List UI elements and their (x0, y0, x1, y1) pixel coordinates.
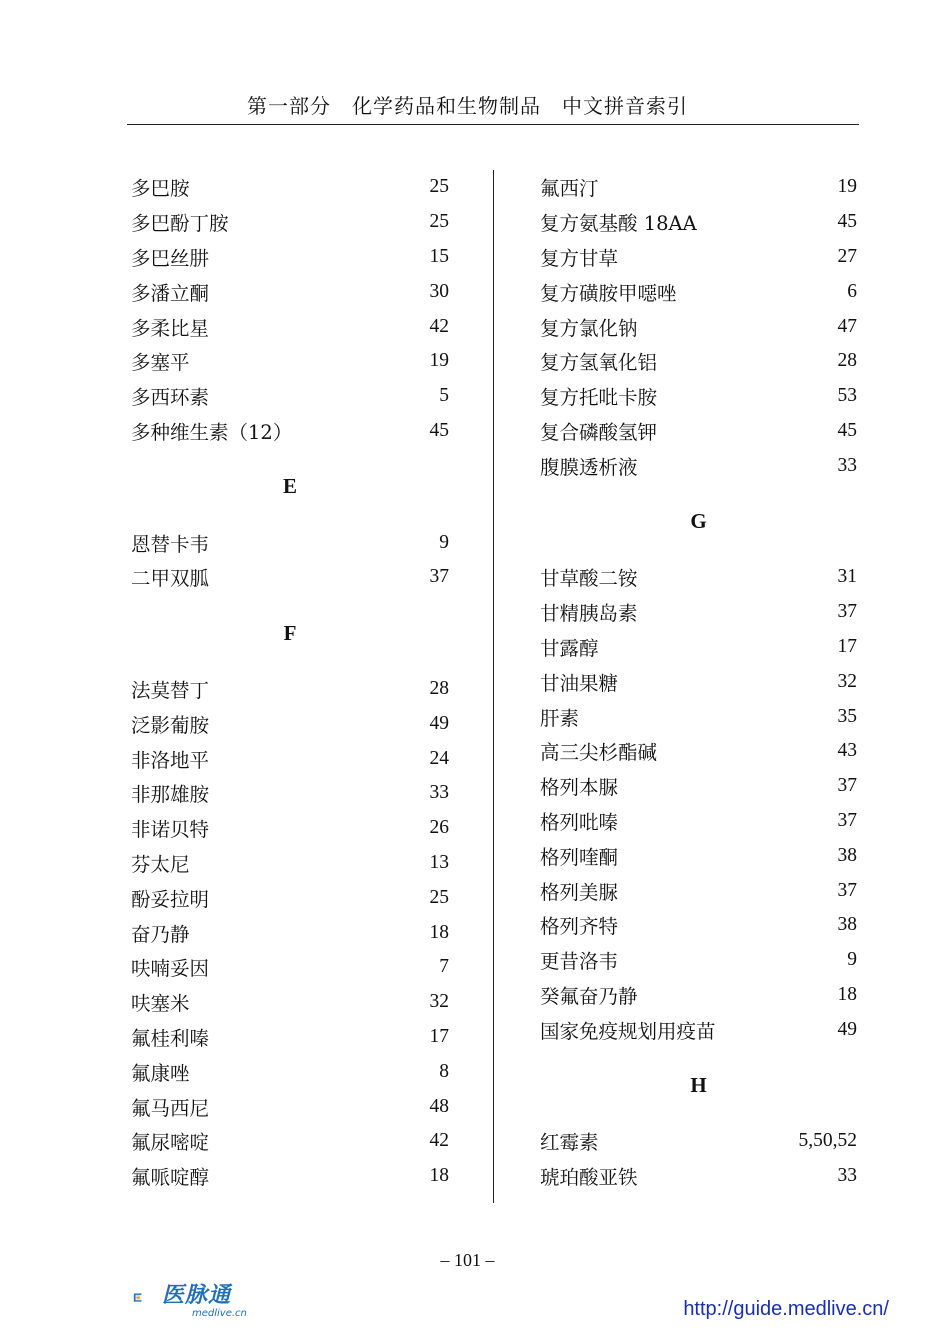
entry-term: 格列齐特 (540, 915, 619, 939)
entry-term: 多塞平 (131, 351, 190, 375)
entry-term: 高三尖杉酯碱 (540, 741, 658, 765)
entry-term: 多潘立酮 (131, 281, 210, 305)
entry-page: 17 (837, 635, 857, 657)
index-entry (540, 170, 857, 205)
entry-page: 19 (429, 350, 449, 372)
entry-term: 甘草酸二铵 (540, 567, 638, 591)
index-entry (540, 344, 857, 379)
entry-page: 37 (837, 601, 857, 623)
entry-page: 27 (837, 245, 857, 267)
entry-term: 氟西汀 (540, 177, 599, 201)
entry-term: 格列吡嗪 (540, 810, 619, 834)
entry-term: 恩替卡韦 (131, 532, 210, 556)
entry-term: 法莫替丁 (131, 678, 210, 702)
index-entry (540, 595, 857, 630)
entry-page: 18 (429, 1165, 449, 1187)
entry-term: 二甲双胍 (131, 567, 210, 591)
index-entry (131, 672, 449, 707)
index-entry (540, 804, 857, 839)
footer-url-link[interactable]: http://guide.medlive.cn/ (683, 1298, 889, 1320)
entry-page: 37 (837, 879, 857, 901)
entry-page: 32 (429, 991, 449, 1013)
entry-page: 8 (439, 1060, 449, 1082)
page-number: – 101 – (440, 1250, 495, 1270)
page-header: 第一部分 化学药品和生物制品 中文拼音索引 (247, 94, 688, 118)
index-entry (131, 950, 449, 985)
section-letter: H (690, 1073, 707, 1098)
entry-page: 28 (837, 350, 857, 372)
entry-term: 多西环素 (131, 386, 210, 410)
entry-page: 25 (429, 211, 449, 233)
entry-page: 28 (429, 677, 449, 699)
index-entry (131, 240, 449, 275)
index-entry (540, 908, 857, 943)
entry-term: 奋乃静 (131, 922, 190, 946)
index-entry (131, 811, 449, 846)
entry-term: 非那雄胺 (131, 783, 210, 807)
index-entry (131, 205, 449, 240)
index-entry (131, 170, 449, 205)
entry-page: 32 (837, 670, 857, 692)
entry-page: 25 (429, 176, 449, 198)
section-letter: G (690, 509, 707, 534)
index-entry (540, 978, 857, 1013)
entry-page: 35 (837, 705, 857, 727)
entry-term: 格列美脲 (540, 880, 619, 904)
entry-page: 47 (837, 315, 857, 337)
entry-term: 呋塞米 (131, 992, 190, 1016)
entry-page: 42 (429, 315, 449, 337)
entry-term: 氟康唑 (131, 1061, 190, 1085)
entry-term: 多巴丝肼 (131, 246, 210, 270)
entry-term: 格列喹酮 (540, 845, 619, 869)
entry-page: 24 (429, 747, 449, 769)
entry-page: 17 (429, 1025, 449, 1047)
entry-page: 5 (439, 385, 449, 407)
index-entry (131, 880, 449, 915)
index-column-right (540, 170, 857, 1194)
index-entry (131, 1054, 449, 1089)
entry-term: 复方氢氧化铝 (540, 351, 658, 375)
index-entry (131, 846, 449, 881)
entry-term: 呋喃妥因 (131, 957, 210, 981)
entry-term: 肝素 (540, 706, 580, 730)
entry-page: 33 (837, 454, 857, 476)
entry-page: 30 (429, 280, 449, 302)
entry-page: 33 (837, 1165, 857, 1187)
entry-page: 33 (429, 782, 449, 804)
entry-page: 49 (837, 1018, 857, 1040)
entry-page: 37 (837, 809, 857, 831)
index-entry (131, 309, 449, 344)
index-entry (131, 915, 449, 950)
index-entry (131, 1089, 449, 1124)
index-entry (131, 525, 449, 560)
entry-page: 19 (837, 176, 857, 198)
entry-term: 泛影葡胺 (131, 713, 210, 737)
entry-term: 癸氟奋乃静 (540, 984, 638, 1008)
entry-page: 53 (837, 385, 857, 407)
entry-term: 更昔洛韦 (540, 950, 619, 974)
index-entry (540, 1159, 857, 1194)
entry-term: 腹膜透析液 (540, 455, 638, 479)
entry-term: 复合磷酸氢钾 (540, 420, 658, 444)
index-entry (131, 274, 449, 309)
entry-page: 45 (837, 211, 857, 233)
index-entry (540, 630, 857, 665)
logo-text: 医脉通 (162, 1283, 232, 1308)
entry-term: 复方氯化钠 (540, 316, 638, 340)
index-entry (131, 379, 449, 414)
entry-page: 9 (847, 949, 857, 971)
entry-page: 37 (429, 566, 449, 588)
entry-term: 氟尿嘧啶 (131, 1131, 210, 1155)
entry-page: 13 (429, 851, 449, 873)
index-entry (540, 838, 857, 873)
entry-page: 26 (429, 817, 449, 839)
entry-page: 9 (439, 531, 449, 553)
entry-page: 7 (439, 956, 449, 978)
entry-term: 多柔比星 (131, 316, 210, 340)
index-entry (540, 943, 857, 978)
entry-page: 6 (847, 280, 857, 302)
entry-page: 49 (429, 712, 449, 734)
index-entry (540, 379, 857, 414)
index-entry (131, 741, 449, 776)
entry-page: 18 (837, 983, 857, 1005)
entry-term: 甘露醇 (540, 636, 599, 660)
index-column-left (131, 170, 449, 1194)
entry-page: 18 (429, 921, 449, 943)
index-entry (131, 985, 449, 1020)
entry-page: 5,50,52 (798, 1130, 857, 1152)
index-entry (540, 414, 857, 449)
entry-term: 复方甘草 (540, 246, 619, 270)
entry-term: 国家免疫规划用疫苗 (540, 1019, 716, 1043)
entry-term: 琥珀酸亚铁 (540, 1166, 638, 1190)
entry-term: 甘精胰岛素 (540, 602, 638, 626)
entry-page: 43 (837, 740, 857, 762)
index-entry (131, 706, 449, 741)
entry-term: 非洛地平 (131, 748, 210, 772)
index-entry (540, 205, 857, 240)
section-letter: F (283, 620, 297, 645)
entry-page: 37 (837, 775, 857, 797)
entry-term: 非诺贝特 (131, 818, 210, 842)
entry-term: 复方托吡卡胺 (540, 386, 658, 410)
entry-page: 45 (429, 419, 449, 441)
index-entry (540, 1012, 857, 1047)
index-entry (540, 699, 857, 734)
index-entry (540, 1124, 857, 1159)
index-entry (131, 1020, 449, 1055)
index-entry (131, 776, 449, 811)
index-entry (540, 309, 857, 344)
index-entry (540, 769, 857, 804)
entry-term: 多巴胺 (131, 177, 190, 201)
entry-term: 氟哌啶醇 (131, 1166, 210, 1190)
header-rule (127, 124, 859, 125)
index-entry (540, 873, 857, 908)
logo-subtext: medlive.cn (192, 1308, 247, 1319)
index-entry (131, 344, 449, 379)
entry-page: 25 (429, 886, 449, 908)
entry-term: 多巴酚丁胺 (131, 212, 229, 236)
entry-page: 38 (837, 914, 857, 936)
index-entry (131, 1124, 449, 1159)
entry-page: 38 (837, 844, 857, 866)
index-entry (540, 734, 857, 769)
entry-term: 格列本脲 (540, 776, 619, 800)
entry-page: 45 (837, 419, 857, 441)
entry-page: 48 (429, 1095, 449, 1117)
entry-term: 复方氨基酸 18AA (540, 212, 697, 236)
entry-term: 甘油果糖 (540, 671, 619, 695)
entry-term: 复方磺胺甲噁唑 (540, 281, 677, 305)
entry-term: 多种维生素（12） (131, 420, 293, 444)
entry-term: 芬太尼 (131, 852, 190, 876)
index-entry (540, 448, 857, 483)
index-entry (540, 664, 857, 699)
index-entry (540, 560, 857, 595)
index-entry (131, 1159, 449, 1194)
entry-page: 31 (837, 566, 857, 588)
index-entry (540, 274, 857, 309)
index-entry (131, 560, 449, 595)
column-divider (493, 170, 494, 1203)
entry-term: 酚妥拉明 (131, 887, 210, 911)
entry-term: 氟马西尼 (131, 1096, 210, 1120)
index-entry (131, 414, 449, 449)
entry-page: 42 (429, 1130, 449, 1152)
entry-term: 氟桂利嗪 (131, 1026, 210, 1050)
index-entry (540, 240, 857, 275)
entry-page: 15 (429, 245, 449, 267)
entry-term: 红霉素 (540, 1131, 599, 1155)
section-letter: E (282, 474, 297, 499)
